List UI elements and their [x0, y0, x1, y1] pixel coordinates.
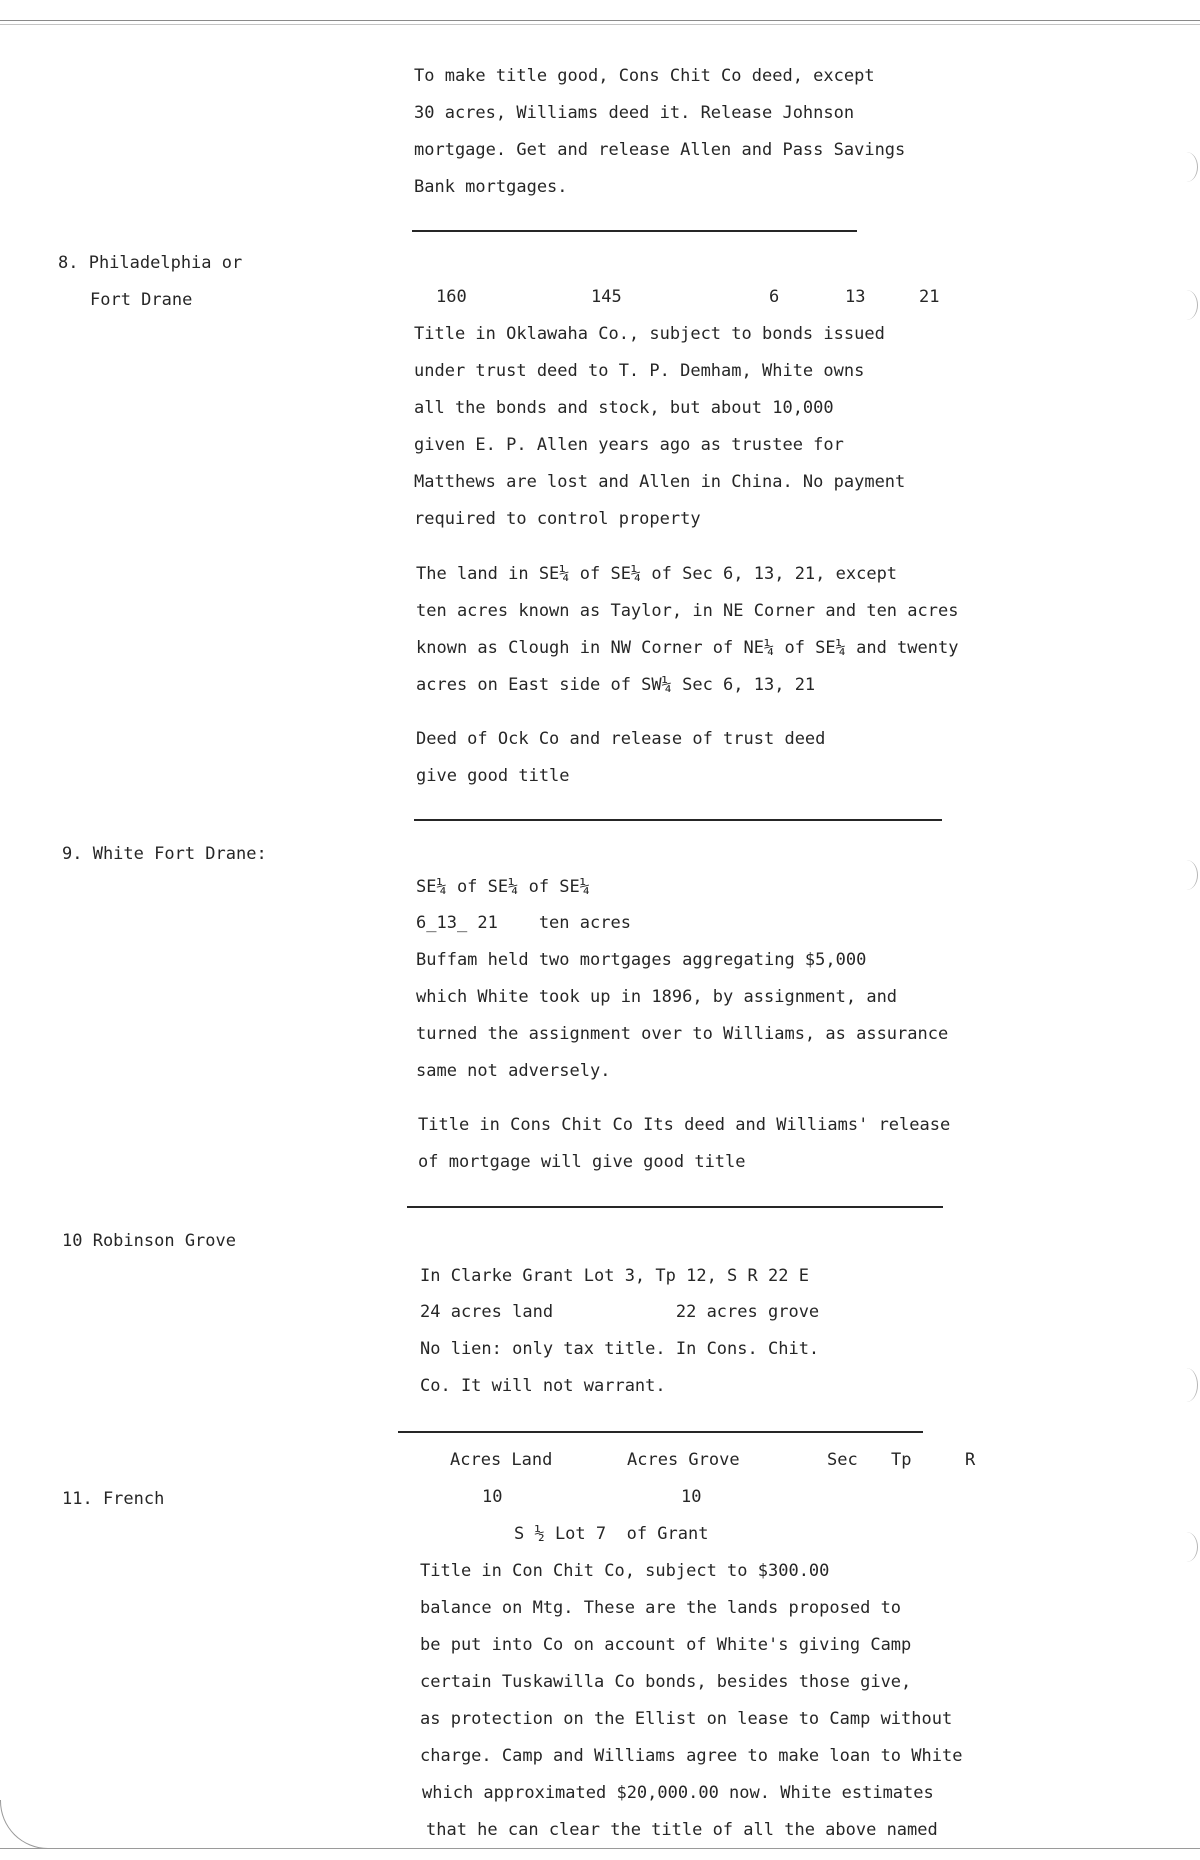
body-line: Title in Con Chit Co, subject to $300.00	[420, 1561, 830, 1581]
body-line: To make title good, Cons Chit Co deed, except	[414, 66, 875, 86]
body-line: 6_13_ 21 ten acres	[416, 913, 631, 933]
column-header: Acres Grove	[627, 1450, 740, 1470]
section-heading: 10 Robinson Grove	[62, 1231, 236, 1251]
body-line: mortgage. Get and release Allen and Pass Savings	[414, 140, 906, 160]
body-line: 24 acres land 22 acres grove	[420, 1302, 820, 1322]
body-line: Deed of Ock Co and release of trust deed	[416, 729, 826, 749]
body-line: give good title	[416, 766, 570, 786]
body-line: Buffam held two mortgages aggregating $5,000	[416, 950, 867, 970]
figure-value: 145	[591, 287, 622, 307]
punch-hole	[1175, 1532, 1198, 1562]
body-line: The land in SE¼ of SE¼ of Sec 6, 13, 21, except	[416, 564, 898, 584]
section-heading: 11. French	[62, 1489, 165, 1509]
punch-hole	[1175, 1368, 1198, 1402]
body-line: same not adversely.	[416, 1061, 611, 1081]
lot-description: S ½ Lot 7 of Grant	[514, 1524, 709, 1544]
body-line: which White took up in 1896, by assignment, and	[416, 987, 898, 1007]
section-heading: 8. Philadelphia or	[58, 253, 243, 273]
column-value: 10	[482, 1487, 503, 1507]
body-line: of mortgage will give good title	[418, 1152, 746, 1172]
section-divider	[414, 819, 942, 821]
body-line: be put into Co on account of White's giving Camp	[420, 1635, 912, 1655]
body-line: Title in Oklawaha Co., subject to bonds issued	[414, 324, 885, 344]
body-line: acres on East side of SW¼ Sec 6, 13, 21	[416, 675, 816, 695]
section-divider	[412, 230, 857, 232]
body-line: certain Tuskawilla Co bonds, besides those give,	[420, 1672, 912, 1692]
body-line: ten acres known as Taylor, in NE Corner and ten acres	[416, 601, 959, 621]
body-line: balance on Mtg. These are the lands proposed to	[420, 1598, 902, 1618]
body-line: which approximated $20,000.00 now. White estimates	[422, 1783, 934, 1803]
column-header: R	[965, 1450, 976, 1470]
body-line: charge. Camp and Williams agree to make loan to White	[420, 1746, 963, 1766]
body-line: Co. It will not warrant.	[420, 1376, 666, 1396]
figure-value: 160	[436, 287, 467, 307]
section-heading: Fort Drane	[90, 290, 193, 310]
body-line: known as Clough in NW Corner of NE¼ of SE¼ and twenty	[416, 638, 959, 658]
figure-value: 6	[769, 287, 780, 307]
punch-hole	[1175, 860, 1198, 890]
section-divider	[398, 1431, 923, 1433]
figure-value: 13	[845, 287, 866, 307]
figure-value: 21	[919, 287, 940, 307]
body-line: No lien: only tax title. In Cons. Chit.	[420, 1339, 820, 1359]
punch-hole	[1175, 152, 1198, 182]
body-line: as protection on the Ellist on lease to Camp without	[420, 1709, 953, 1729]
page-top-edge	[0, 20, 1200, 25]
body-line: Title in Cons Chit Co Its deed and Williams' release	[418, 1115, 951, 1135]
body-line: under trust deed to T. P. Demham, White owns	[414, 361, 865, 381]
body-line: Bank mortgages.	[414, 177, 568, 197]
column-header: Sec	[827, 1450, 858, 1470]
body-line: that he can clear the title of all the above named	[426, 1820, 938, 1840]
section-heading: 9. White Fort Drane:	[62, 844, 267, 864]
punch-hole	[1175, 290, 1198, 320]
body-line: Matthews are lost and Allen in China. No payment	[414, 472, 906, 492]
column-value: 10	[681, 1487, 702, 1507]
page-bottom-edge	[0, 1848, 1200, 1849]
body-line: SE¼ of SE¼ of SE¼	[416, 877, 590, 897]
body-line: required to control property	[414, 509, 701, 529]
column-header: Acres Land	[450, 1450, 553, 1470]
column-header: Tp	[891, 1450, 912, 1470]
section-divider	[407, 1206, 943, 1208]
body-line: all the bonds and stock, but about 10,000	[414, 398, 834, 418]
body-line: 30 acres, Williams deed it. Release Johnson	[414, 103, 855, 123]
body-line: given E. P. Allen years ago as trustee for	[414, 435, 844, 455]
body-line: turned the assignment over to Williams, as assurance	[416, 1024, 949, 1044]
body-line: In Clarke Grant Lot 3, Tp 12, S R 22 E	[420, 1266, 809, 1286]
page-corner	[0, 1800, 61, 1849]
